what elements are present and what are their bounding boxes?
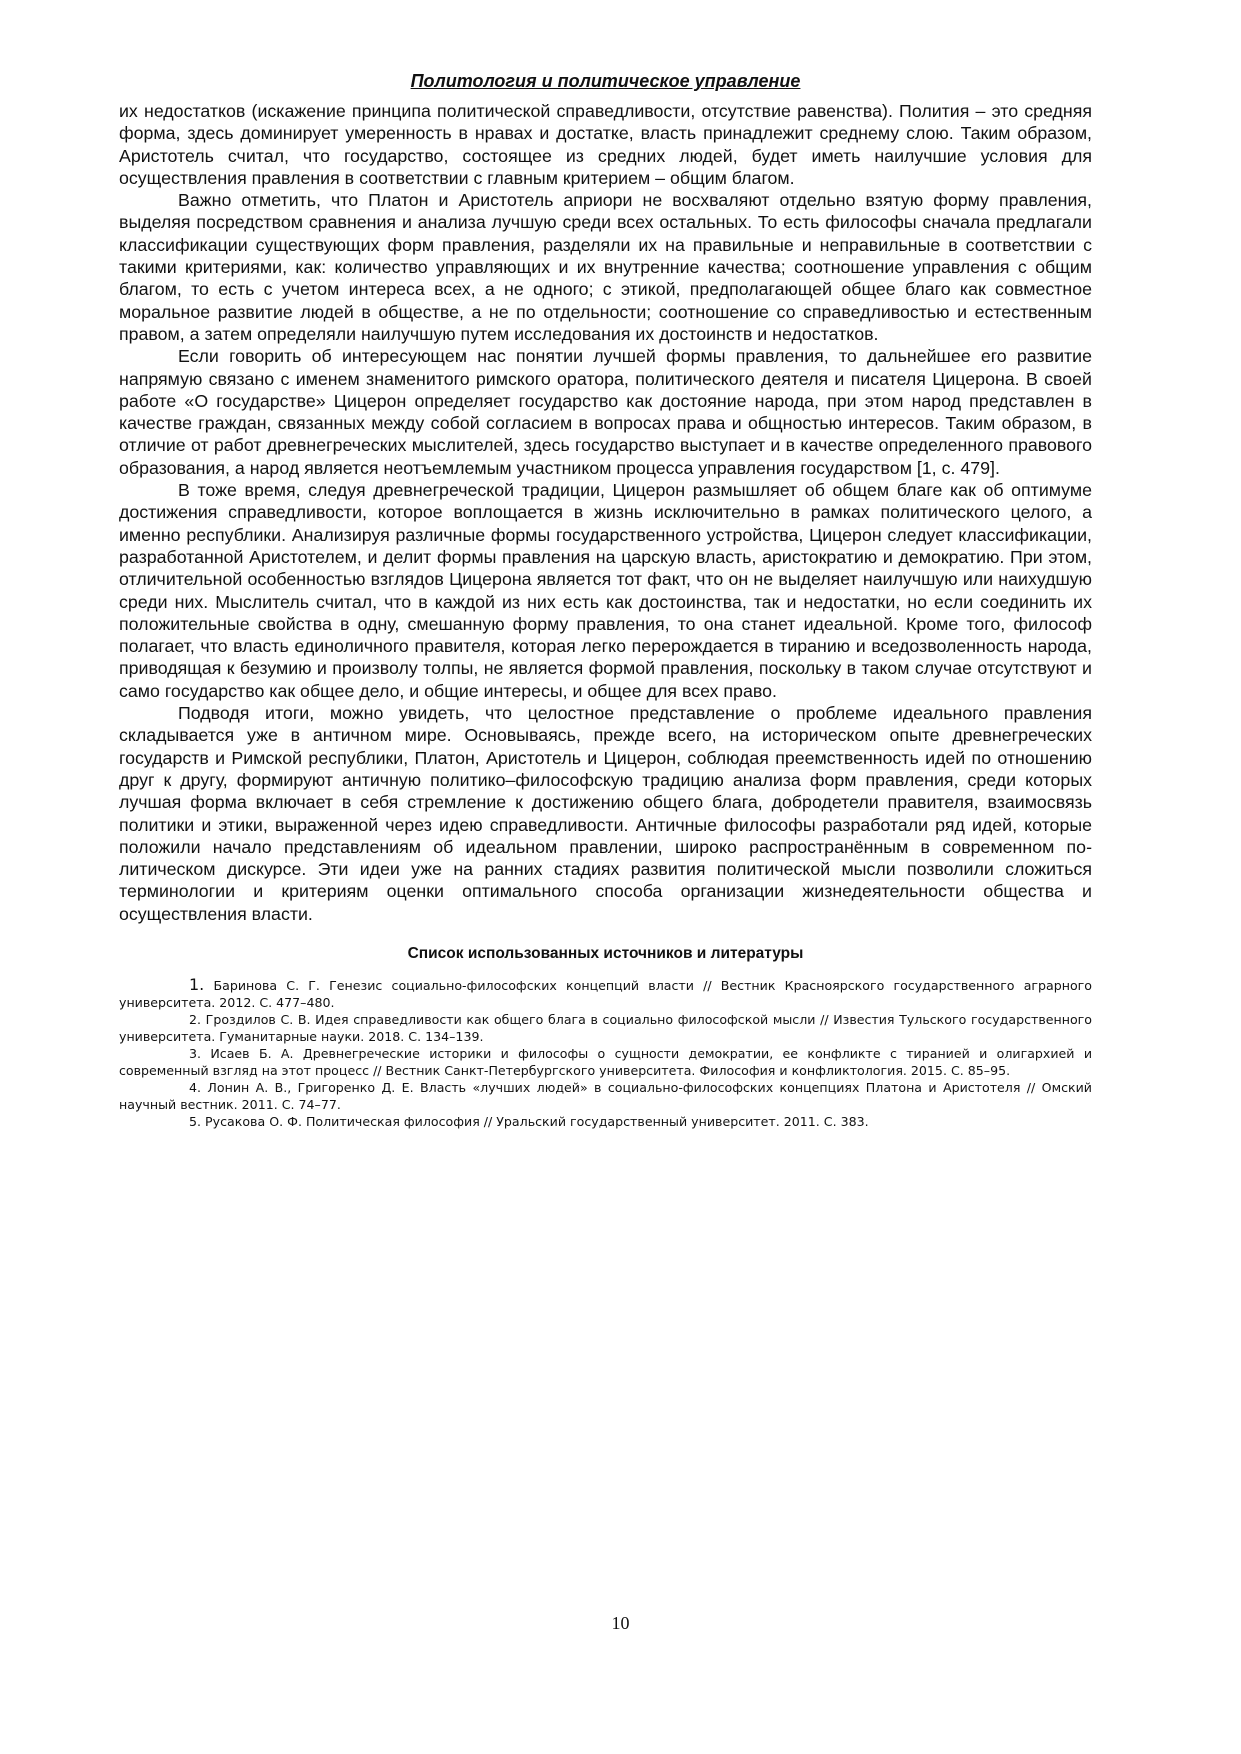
- reference-item: [119, 1011, 1092, 1045]
- reference-text: Русакова О. Ф. Политическая философия // Уральский государственный университет. 2011. С. 383.: [205, 1113, 869, 1129]
- running-header: Политология и политическое управление: [410, 71, 801, 91]
- page-content: [119, 70, 1092, 1130]
- paragraph: Если говорить об интересующем нас понятии лучшей формы правления, то дальнейшее его развитие напрямую связано с именем знаменитого римского оратора, политического деятеля и писателя Цицерона. В своей работе «О государстве» Цицерон определяет государство как достояние народа, при этом народ представлен в качестве граждан, связанных между собой согласием в вопросах права и общностью интересов. Таким образом, в отличие от работ древнегреческих мыслителей, здесь государство выступает и в качестве определенного правового образования, а народ является неотъемлемым участником процесса управления государством [1, с. 479].: [119, 346, 1092, 478]
- references-list: [119, 976, 1092, 1130]
- reference-number: 2.: [189, 1011, 202, 1027]
- page-number: 10: [611, 1613, 630, 1633]
- reference-item: [119, 1113, 1092, 1130]
- article-body: [119, 100, 1092, 925]
- reference-item: [119, 1079, 1092, 1113]
- reference-number: 1.: [189, 974, 205, 994]
- reference-text: Гроздилов С. В. Идея справедливости как общего блага в социально философской мысли // Известия Тульского государственного университета. Гуманитарные науки. 2018. С. 134–139.: [119, 1011, 1092, 1044]
- reference-item: [119, 976, 1092, 1011]
- paragraph: В тоже время, следуя древнегреческой традиции, Цицерон размышляет об общем благе как об оптимуме достижения справедливости, которое воплощается в жизнь исключительно в рамках политического целого, а именно республики. Анализируя различные формы государственного устройства, Цицерон следует классификации, разработанной Аристотелем, и делит формы правления на царскую власть, аристократию и демократию. При этом, отличительной особенностью взглядов Цицерона является тот факт, что он не выделяет наилучшую или наихудшую среди них. Мыслитель считал, что в каждой из них есть как достоинства, так и недостатки, но если соединить их положительные свойства в одну, смешанную форму правления, то она станет идеальной. Кроме того, философ полагает, что власть единоличного правителя, которая легко перерождается в тиранию и вседозволенность народа, приводящая к безумию и произволу толпы, не является формой правления, поскольку в таком случае отсутствуют и само государство как общее дело, и общие интересы, и общее для всех право.: [119, 480, 1092, 701]
- paragraph: их недостатков (искажение принципа политической справедливости, отсутствие равенства). Полития – это средняя форма, здесь доминирует умеренность в нравах и достатке, власть принадлежит среднему слою. Таким образом, Аристотель считал, что государство, состоящее из средних людей, будет иметь наилучшие условия для осуществления правления в соответствии с главным критерием – общим благом.: [119, 101, 1092, 188]
- reference-text: Лонин А. В., Григоренко Д. Е. Власть «лучших людей» в социально-философских концепциях Платона и Аристотеля // Омский научный вестник. 2011. С. 74–77.: [119, 1079, 1092, 1112]
- reference-number: 3.: [189, 1045, 202, 1061]
- references-title: Список использованных источников и литературы: [407, 944, 804, 962]
- reference-number: 4.: [189, 1079, 202, 1095]
- reference-text: Баринова С. Г. Генезис социально-философских концепций власти // Вестник Красноярского государственного аграрного университета. 2012. С. 477–480.: [119, 977, 1092, 1010]
- reference-text: Исаев Б. А. Древнегреческие историки и философы о сущности демократии, ее конфликте с тиранией и олигархией и современный взгляд на этот процесс // Вестник Санкт-Петербургского университета. Философия и конфликтология. 2015. С. 85–95.: [119, 1045, 1092, 1078]
- reference-item: [119, 1045, 1092, 1079]
- reference-number: 5.: [189, 1113, 202, 1129]
- paragraph: Важно отметить, что Платон и Аристотель априори не восхваляют отдельно взятую форму правления, выделяя посредством сравнения и анализа лучшую среди всех остальных. То есть философы сначала предлагали классификации существующих форм правления, разделяли их на правильные и неправильные в соответствии с такими критериями, как: количество управляющих и их внутренние качества; соотношение управления с общим благом, то есть с учетом интереса всех, а не одного; с этикой, предполагающей общее благо как совместное моральное развитие людей в обществе, а не по отдельности; соотношение со справедливостью и естественным правом, а затем определяли наилучшую путем исследования их достоинств и недостатков.: [119, 190, 1092, 344]
- paragraph: Подводя итоги, можно увидеть, что целостное представление о проблеме идеального правления складывается уже в античном мире. Основываясь, прежде всего, на историческом опыте древнегреческих государств и Римской республики, Платон, Аристотель и Цицерон, соблюдая преемственность идей по отношению друг к другу, формируют античную политико–философскую традицию анализа форм правления, среди которых лучшая форма включает в себя стремление к достижению общего блага, добродетели правителя, взаимосвязь политики и этики, выраженной через идею справедливости. Античные философы разработали ряд идей, которые положили начало представлениям об идеальном правлении, широко распространённым в современном политическом дискурсе. Эти идеи уже на ранних стадиях развития политической мысли позволили сложиться терминологии и критериям оценки оптимального способа организации жизнедеятельности общества и осуществления власти.: [119, 703, 1092, 924]
